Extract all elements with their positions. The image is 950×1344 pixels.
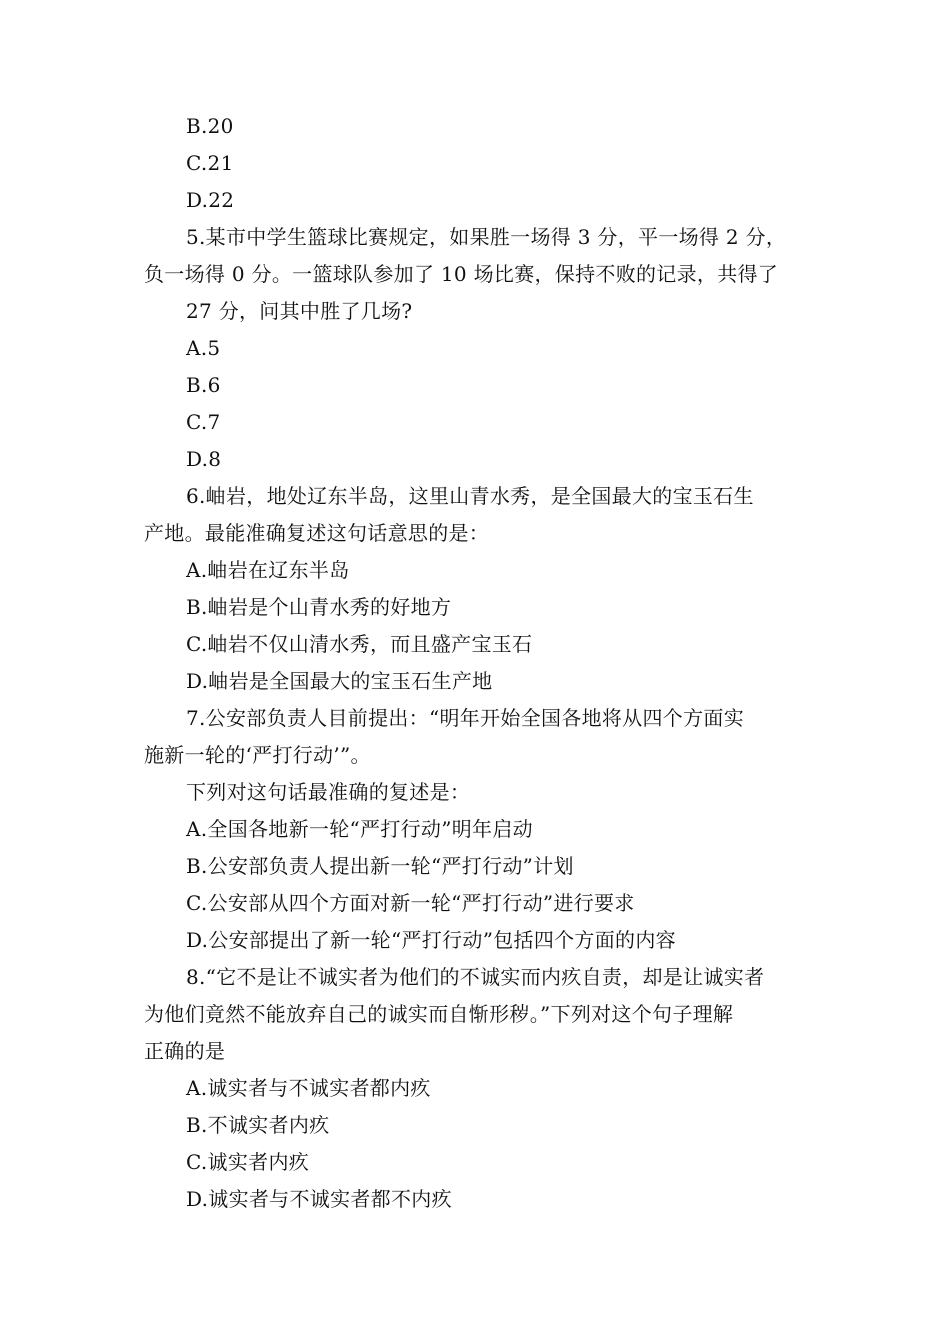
q6-stem-line-2: 产地。最能准确复述这句话意思的是： bbox=[144, 521, 490, 545]
q8-stem-line-3: 正确的是 bbox=[144, 1039, 226, 1063]
q6-option-b: B.岫岩是个山青水秀的好地方 bbox=[186, 595, 452, 619]
q8-option-c: C.诚实者内疚 bbox=[186, 1150, 310, 1174]
q4-option-d: D.22 bbox=[186, 188, 235, 212]
q7-stem-line-3: 下列对这句话最准确的复述是： bbox=[186, 780, 471, 804]
q5-option-a: A.5 bbox=[186, 336, 221, 360]
q7-option-c: C.公安部从四个方面对新一轮“严打行动”进行要求 bbox=[186, 891, 635, 915]
q6-stem-line-1: 6.岫岩，地处辽东半岛，这里山青水秀，是全国最大的宝玉石生 bbox=[186, 484, 754, 508]
q8-option-d: D.诚实者与不诚实者都不内疚 bbox=[186, 1187, 452, 1211]
q8-stem-line-2: 为他们竟然不能放弃自己的诚实而自惭形秽。”下列对这个句子理解 bbox=[144, 1002, 734, 1026]
q4-option-b: B.20 bbox=[186, 114, 234, 138]
q4-option-c: C.21 bbox=[186, 151, 234, 175]
q5-stem-line-2: 负一场得 0 分。一篮球队参加了 10 场比赛，保持不败的记录，共得了 bbox=[144, 262, 779, 286]
q7-option-b: B.公安部负责人提出新一轮“严打行动”计划 bbox=[186, 854, 574, 878]
q5-option-c: C.7 bbox=[186, 410, 221, 434]
q6-option-a: A.岫岩在辽东半岛 bbox=[186, 558, 350, 582]
q7-stem-line-1: 7.公安部负责人目前提出：“明年开始全国各地将从四个方面实 bbox=[186, 706, 745, 730]
q7-option-a: A.全国各地新一轮“严打行动”明年启动 bbox=[186, 817, 533, 841]
q7-stem-line-2: 施新一轮的‘严打行动’”。 bbox=[144, 743, 371, 767]
q8-option-b: B.不诚实者内疚 bbox=[186, 1113, 330, 1137]
q6-option-d: D.岫岩是全国最大的宝玉石生产地 bbox=[186, 669, 493, 693]
q6-option-c: C.岫岩不仅山清水秀，而且盛产宝玉石 bbox=[186, 632, 533, 656]
q5-stem-line-1: 5.某市中学生篮球比赛规定，如果胜一场得 3 分，平一场得 2 分， bbox=[186, 225, 787, 249]
q8-stem-line-1: 8.“它不是让不诚实者为他们的不诚实而内疚自责，却是让诚实者 bbox=[186, 965, 765, 989]
q7-option-d: D.公安部提出了新一轮“严打行动”包括四个方面的内容 bbox=[186, 928, 676, 952]
q5-stem-line-3: 27 分，问其中胜了几场? bbox=[186, 299, 413, 323]
q8-option-a: A.诚实者与不诚实者都内疚 bbox=[186, 1076, 431, 1100]
q5-option-b: B.6 bbox=[186, 373, 221, 397]
q5-option-d: D.8 bbox=[186, 447, 222, 471]
